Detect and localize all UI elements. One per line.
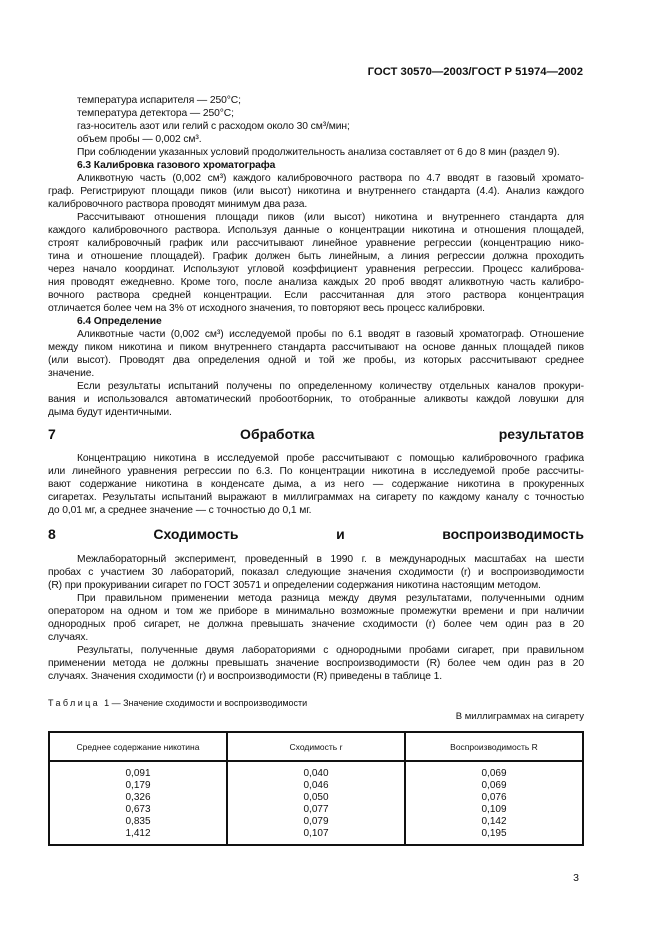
- text-line: тина и отношение площадей). График должен быть линейным, а линия регрессии должна проходить: [48, 251, 584, 262]
- table-body-row: [49, 761, 583, 845]
- section-heading: [48, 426, 584, 442]
- text-line: При правильном применении метода разница между двумя результатами, полученными одним: [77, 593, 584, 604]
- text-line: вания и использовался автоматический пробоотборник, то отобранные аликвоты каждой ловушки для: [48, 394, 584, 405]
- table-column-cell: [227, 761, 405, 845]
- text-line: ния проводят ежедневно. Кроме того, после анализа каждых 20 проб вводят аликвотную часть калибро-: [48, 277, 584, 288]
- table-cell-value: 0,076: [481, 792, 507, 803]
- text-line: При соблюдении указанных условий продолжительность анализа составляет от 6 до 8 мин (раздел 9).: [77, 147, 560, 158]
- paragraph: [48, 452, 584, 517]
- text-line: строят калибровочный график или рассчитывают линейное уравнение регрессии (концентрацию нико-: [48, 238, 584, 249]
- paragraph: [48, 94, 584, 107]
- table-cell-value: 0,835: [125, 816, 151, 827]
- section-heading: [48, 526, 584, 542]
- table-cell-value: 0,077: [303, 804, 329, 815]
- page-number: 3: [573, 872, 579, 884]
- subsection-heading: [48, 159, 584, 172]
- table-cell-value: 0,179: [125, 780, 151, 791]
- text-line: 7 Обработка результатов: [48, 426, 584, 442]
- table-cell-value: 1,412: [125, 828, 151, 839]
- text-line: (R) при прокуривании сигарет по ГОСТ 30571 и определении содержания никотина настоящим методом.: [48, 580, 541, 591]
- text-line: калибровочного раствора проводят минимум два раза.: [48, 199, 308, 210]
- text-line: Если результаты испытаний получены по определенному количеству отдельных каналов прокури-: [77, 381, 584, 392]
- table-cell-value: 0,195: [481, 828, 507, 839]
- table-label: Таблица: [48, 698, 101, 708]
- text-line: Концентрацию никотина в исследуемой пробе рассчитывают с помощью калибровочного графика: [77, 453, 584, 464]
- text-line: случаях.: [48, 632, 89, 643]
- text-line: однородных проб сигарет, не должна превышать значение сходимости (r) более чем один раз в 20: [48, 619, 584, 630]
- column-header-reproducibility: Воспроизводимость R: [405, 732, 583, 761]
- table-cell-value: 0,050: [303, 792, 329, 803]
- table-cell-value: 0,673: [125, 804, 151, 815]
- table-column-cell: [405, 761, 583, 845]
- results-table: [48, 731, 584, 846]
- table-cell-value: 0,091: [125, 768, 151, 779]
- text-line: Рассчитывают отношения площади пиков (или высот) никотина и внутреннего стандарта для: [77, 212, 584, 223]
- table-cell-value: 0,326: [125, 792, 151, 803]
- table-cell-value: 0,069: [481, 780, 507, 791]
- text-line: (или высот). Проводят два определения одной и той же пробы, из которых рассчитывают среднее: [48, 355, 584, 366]
- paragraph: [48, 211, 584, 315]
- text-line: вают содержание никотина в конденсате дыма, а из него — содержание никотина в прокуренных: [48, 479, 584, 490]
- paragraph: [48, 107, 584, 120]
- document-body: [48, 94, 584, 683]
- text-line: или линейного уравнения регрессии по 6.3. По концентрации никотина в исследуемой пробе рассчиты-: [48, 466, 584, 477]
- text-line: пробах с участием 30 лабораторий, показал следующие значения сходимости (r) и воспроизводимости: [48, 567, 584, 578]
- text-line: значение.: [48, 368, 95, 379]
- paragraph: [48, 380, 584, 419]
- paragraph: [48, 592, 584, 644]
- table-unit: В миллиграммах на сигарету: [455, 711, 584, 722]
- text-line: Аликвотную часть (0,002 см³) каждого калибровочного раствора по 4.7 вводят в газовый хромато-: [77, 173, 584, 184]
- text-line: газ-носитель азот или гелий с расходом около 30 см³/мин;: [77, 121, 350, 132]
- paragraph: [48, 172, 584, 211]
- table-title: 1 — Значение сходимости и воспроизводимости: [104, 698, 308, 708]
- text-line: вочного раствора средней концентрации. Если рассчитанная для этого раствора концентрация: [48, 290, 584, 301]
- paragraph: [48, 644, 584, 683]
- text-line: Результаты, полученные двумя лабораториями с однородными пробами сигарет, при правильном: [77, 645, 584, 656]
- text-line: случаях. Значения сходимости (r) и воспроизводимости (R) приведены в таблице 1.: [48, 671, 442, 682]
- table-cell-value: 0,107: [303, 828, 329, 839]
- paragraph: [48, 146, 584, 159]
- text-line: температура детектора — 250°C;: [77, 108, 234, 119]
- text-line: до 0,01 мг, а среднее значение — с точностью до 0,1 мг.: [48, 505, 312, 516]
- table-header-row: [49, 732, 583, 761]
- table-column-cell: [49, 761, 227, 845]
- document-code-header: ГОСТ 30570—2003/ГОСТ Р 51974—2002: [367, 66, 583, 78]
- text-line: 6.4 Определение: [77, 316, 162, 327]
- paragraph: [48, 133, 584, 146]
- table-caption: [48, 698, 307, 708]
- table-cell-value: 0,079: [303, 816, 329, 827]
- subsection-heading: [48, 315, 584, 328]
- text-line: объем пробы — 0,002 см³.: [77, 134, 202, 145]
- text-line: сигаретах. Результаты испытаний выражают в миллиграммах на сигарету по каждому каналу с точностью: [48, 492, 584, 503]
- text-line: между пиком никотина и пиком внутреннего стандарта рассчитывают на основе данных площадей пиков: [48, 342, 584, 353]
- text-line: 8 Сходимость и воспроизводимость: [48, 526, 584, 542]
- table-cell-value: 0,069: [481, 768, 507, 779]
- table-cell-value: 0,046: [303, 780, 329, 791]
- text-line: отличается более чем на 3% от исходного значения, то повторяют весь процесс калибровки.: [48, 303, 485, 314]
- text-line: каждого калибровочного раствора. Используя данные о концентрации никотина и отношения площадей,: [48, 225, 584, 236]
- text-line: Аликвотные части (0,002 см³) исследуемой пробы по 6.1 вводят в газовый хроматограф. Отношение: [77, 329, 584, 340]
- paragraph: [48, 328, 584, 380]
- text-line: граф. Регистрируют площади пиков (или высот) никотина и внутреннего стандарта (4.4). Анализ каждого: [48, 186, 584, 197]
- column-header-repeatability: Сходимость r: [227, 732, 405, 761]
- paragraph: [48, 120, 584, 133]
- text-line: дыма будут идентичными.: [48, 407, 172, 418]
- column-header-mean-nicotine: Среднее содержание никотина: [49, 732, 227, 761]
- text-line: оператором на одном и том же приборе в минимально возможные промежутки времени и при наличии: [48, 606, 584, 617]
- paragraph: [48, 553, 584, 592]
- text-line: 6.3 Калибровка газового хроматографа: [77, 160, 276, 171]
- text-line: температура испарителя — 250°C;: [77, 95, 241, 106]
- text-line: через начало координат. Используют угловой коэффициент уравнения регрессии. Процесс калиброва-: [48, 264, 584, 275]
- table-cell-value: 0,040: [303, 768, 329, 779]
- table-cell-value: 0,109: [481, 804, 507, 815]
- text-line: применении метода не должны превышать значение воспроизводимости (R) более чем один раз в 20: [48, 658, 584, 669]
- text-line: Межлабораторный эксперимент, проведенный в 1990 г. в международных масштабах на шести: [77, 554, 584, 565]
- table-cell-value: 0,142: [481, 816, 507, 827]
